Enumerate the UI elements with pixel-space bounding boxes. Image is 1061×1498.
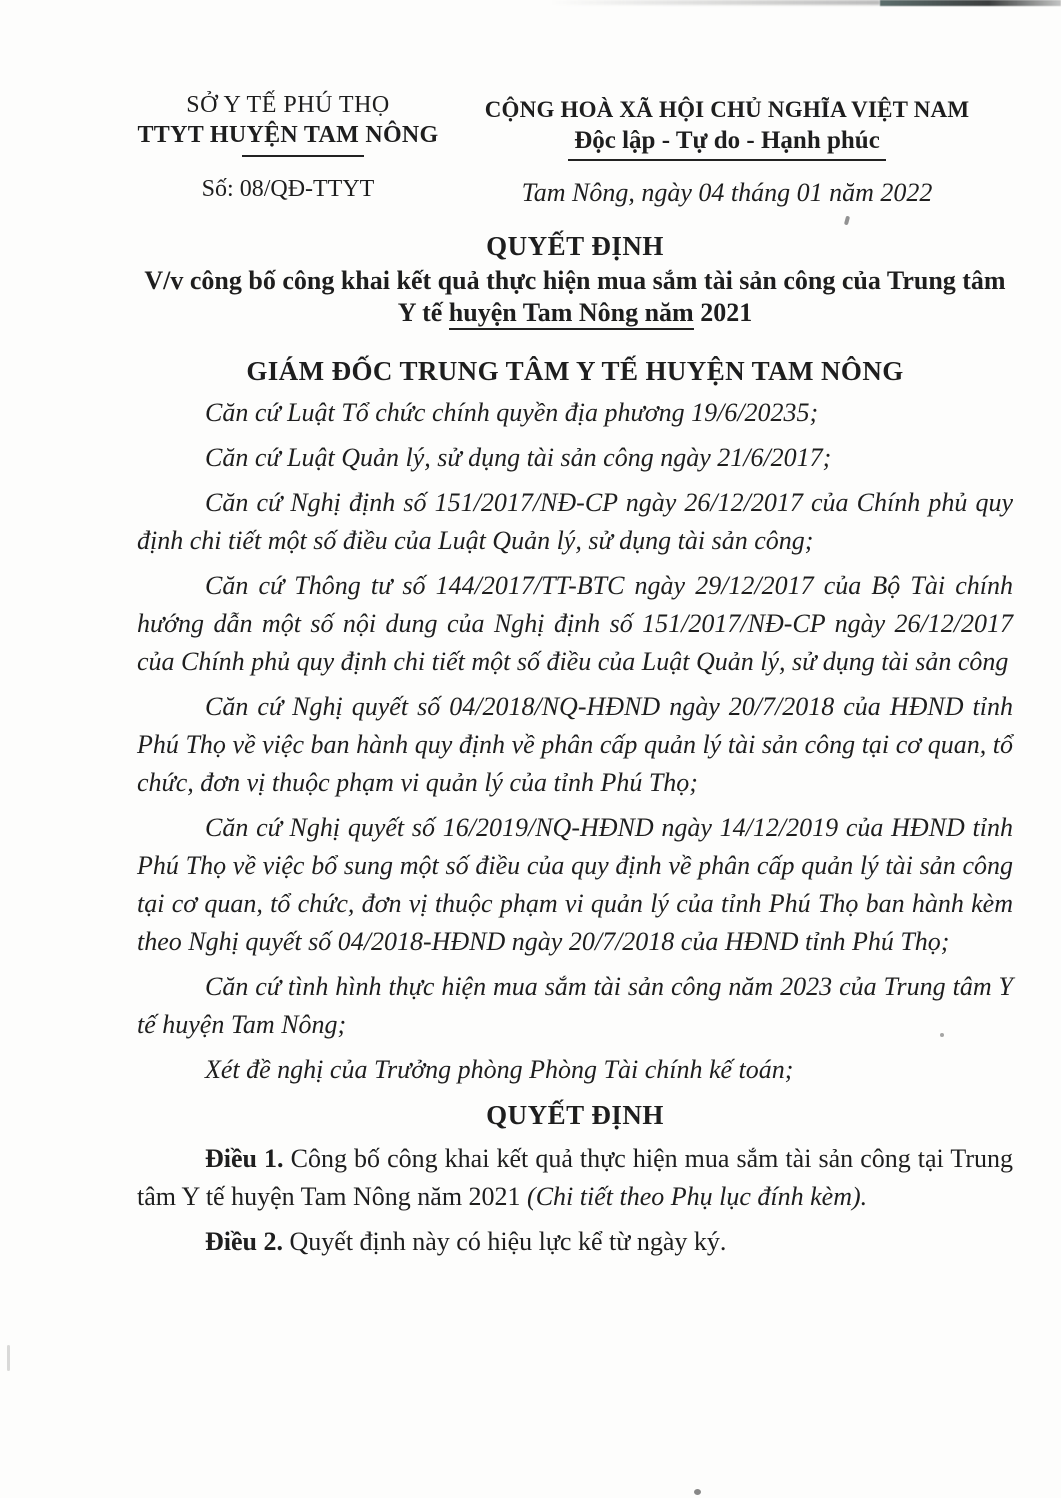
- subtitle-line2-prefix: Y tế: [397, 298, 449, 327]
- scan-artifact-speck: [7, 1345, 10, 1371]
- preamble-paragraph: Căn cứ Luật Tổ chức chính quyền địa phương 19/6/20235;: [205, 398, 819, 427]
- subtitle-line2-underlined: huyện Tam Nông năm: [449, 298, 694, 330]
- scan-artifact-smudge: [550, 0, 880, 5]
- issuer-heading: GIÁM ĐỐC TRUNG TÂM Y TẾ HUYỆN TAM NÔNG: [246, 356, 904, 386]
- agency-name: TTYT HUYỆN TAM NÔNG: [137, 121, 439, 148]
- place-date-line: Tam Nông, ngày 04 tháng 01 năm 2022: [521, 178, 933, 208]
- subtitle-line1: V/v công bố công khai kết quả thực hiện mua sắm tài sản công của Trung tâm: [144, 266, 1006, 295]
- preamble-paragraph: Căn cứ Thông tư số 144/2017/TT-BTC ngày 29/12/2017 của Bộ Tài chính hướng dẫn một số nội dung của Nghị định số 151/2017/NĐ-CP ngày 26/12/2017 của Chính phủ quy định chi tiết một số điều của Luật Quản lý, sử dụng tài sản công: [137, 571, 1013, 676]
- article-1: [137, 1140, 1013, 1216]
- document-title: QUYẾT ĐỊNH: [486, 231, 664, 261]
- preamble-paragraph: Căn cứ tình hình thực hiện mua sắm tài sản công năm 2023 của Trung tâm Y tế huyện Tam Nông;: [137, 972, 1013, 1039]
- subtitle-line2: [125, 297, 1025, 329]
- issuing-agency-block: [132, 92, 444, 203]
- document-title-block: [125, 231, 1025, 329]
- scan-artifact-speck: [694, 1489, 701, 1495]
- document-number: Số: 08/QĐ-TTYT: [201, 175, 375, 202]
- article-1-label: Điều 1.: [205, 1144, 284, 1173]
- scan-artifact-speck: [844, 216, 850, 226]
- subtitle-line2-suffix: 2021: [693, 298, 753, 327]
- article-1-note: (Chi tiết theo Phụ lục đính kèm).: [527, 1182, 868, 1211]
- article-2: [137, 1223, 1013, 1261]
- article-2-label: Điều 2.: [205, 1227, 283, 1256]
- preamble-paragraph: Căn cứ Nghị quyết số 04/2018/NQ-HĐND ngày 20/7/2018 của HĐND tỉnh Phú Thọ về việc ban hành quy định về phân cấp quản lý tài sản công tại cơ quan, tổ chức, đơn vị thuộc phạm vi quản lý của tỉnh Phú Thọ;: [137, 692, 1013, 797]
- article-2-text: Quyết định này có hiệu lực kể từ ngày ký.: [283, 1227, 727, 1256]
- parent-agency-name: SỞ Y TẾ PHÚ THỌ: [186, 92, 390, 118]
- articles-section: [137, 1140, 1013, 1261]
- country-name: CỘNG HOÀ XÃ HỘI CHỦ NGHĨA VIỆT NAM: [484, 97, 970, 122]
- agency-underline: [242, 155, 364, 157]
- preamble-paragraph: Xét đề nghị của Trưởng phòng Phòng Tài chính kế toán;: [205, 1055, 794, 1084]
- decision-heading: QUYẾT ĐỊNH: [486, 1100, 664, 1130]
- preamble-paragraph: Căn cứ Nghị định số 151/2017/NĐ-CP ngày 26/12/2017 của Chính phủ quy định chi tiết một số điều của Luật Quản lý, sử dụng tài sản công;: [137, 488, 1013, 555]
- article-1-text: Công bố công khai kết quả thực hiện mua sắm tài sản công tại Trung tâm Y tế huyện Tam Nông năm 2021: [137, 1144, 1013, 1211]
- preamble-paragraph: Căn cứ Luật Quản lý, sử dụng tài sản công ngày 21/6/2017;: [205, 443, 832, 472]
- national-header-block: [462, 97, 992, 208]
- preamble-paragraph: Căn cứ Nghị quyết số 16/2019/NQ-HĐND ngày 14/12/2019 của HĐND tỉnh Phú Thọ về việc bổ sung một số điều của quy định về phân cấp quản lý tài sản công tại cơ quan, tổ chức, đơn vị thuộc phạm vi quản lý của tỉnh Phú Thọ ban hành kèm theo Nghị quyết số 04/2018-HĐND ngày 20/7/2018 của HĐND tỉnh Phú Thọ;: [137, 813, 1013, 956]
- preamble-section: [137, 394, 1013, 1089]
- document-body: [137, 394, 1013, 1268]
- scan-artifact-dark-strip: [880, 0, 1061, 6]
- national-motto: Độc lập - Tự do - Hạnh phúc: [568, 127, 886, 161]
- document-subtitle: [125, 265, 1025, 329]
